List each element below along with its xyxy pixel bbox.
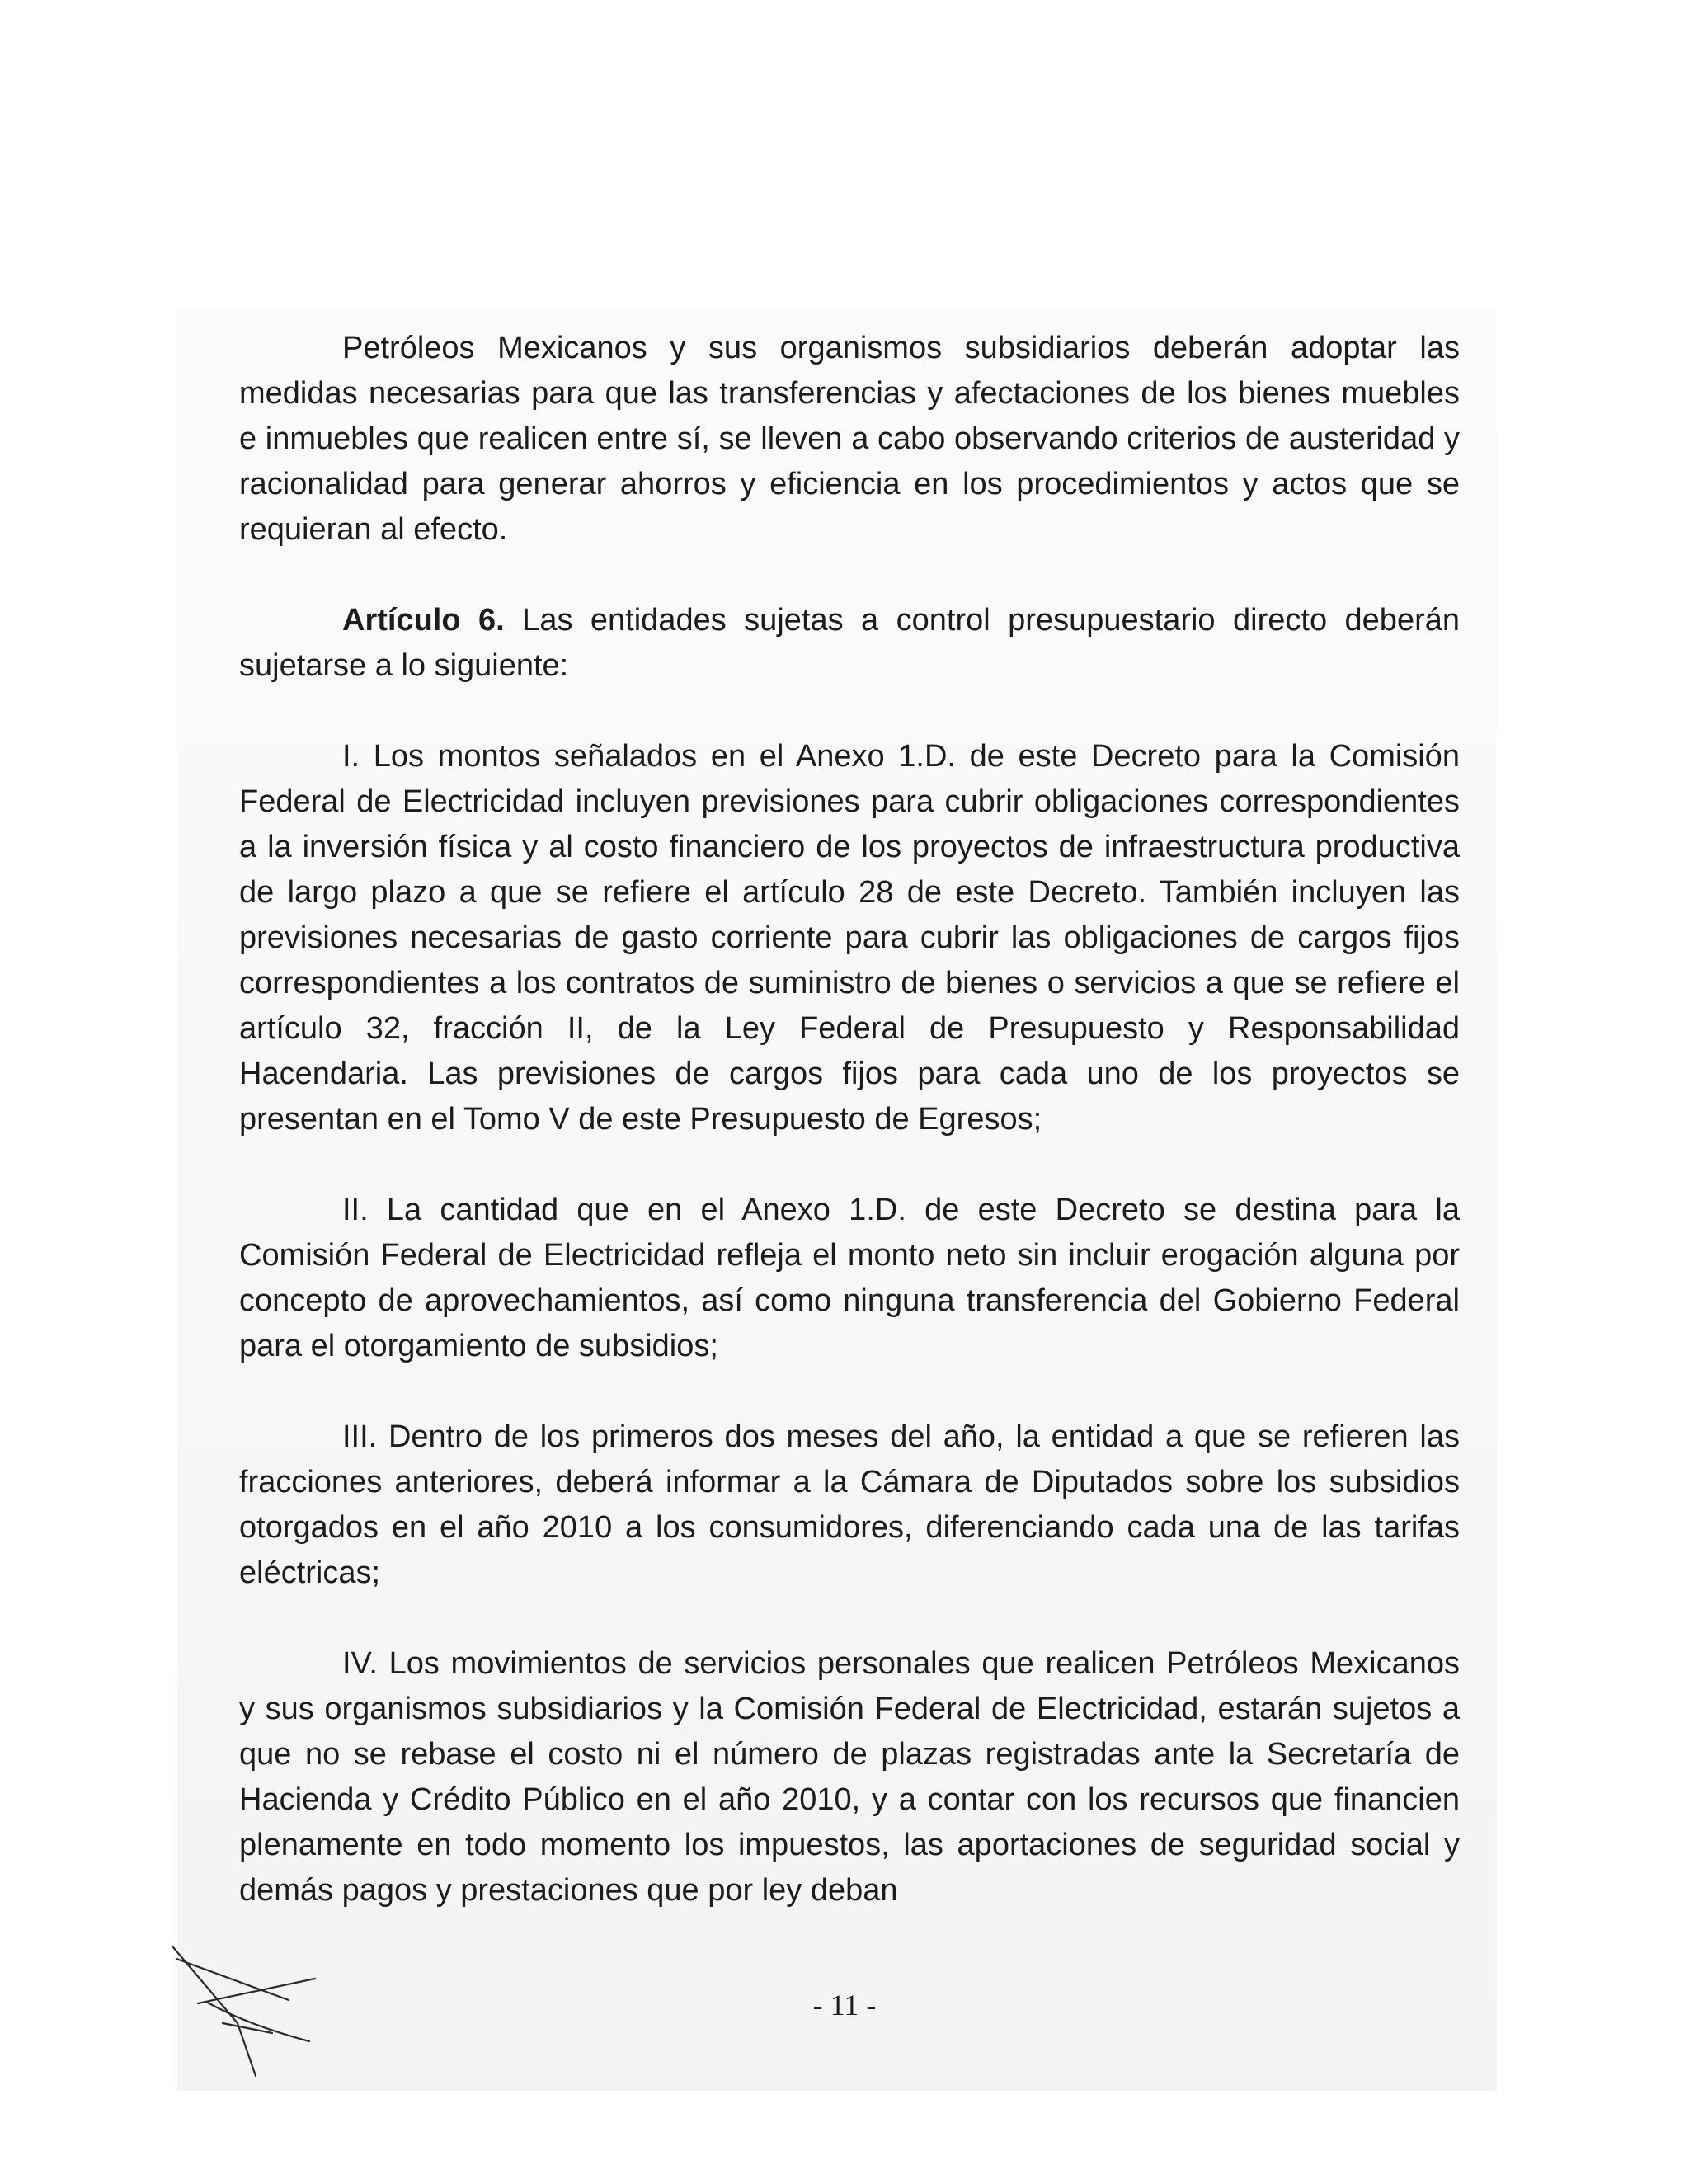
paragraph-fraccion-iv — [239, 1641, 1460, 1913]
article-heading: Artículo 6. — [342, 603, 505, 638]
document-body — [239, 326, 1460, 1913]
paragraph-text: II. La cantidad que en el Anexo 1.D. de este Decreto se destina para la Comisión Federal de Electricidad refleja el monto neto sin incluir erogación alguna por concepto de aprovechamientos, así como ninguna transferencia del Gobierno Federal para el otorgamiento de subsidios; — [239, 1193, 1460, 1363]
page-number: - 11 - — [812, 1989, 877, 2022]
paragraph-text: Las entidades sujetas a control presupuestario directo deberán sujetarse a lo siguiente: — [239, 603, 1460, 683]
paragraph-fraccion-ii — [239, 1188, 1460, 1369]
paragraph-fraccion-iii — [239, 1414, 1460, 1596]
paragraph-text: III. Dentro de los primeros dos meses del año, la entidad a que se refieren las fracciones anteriores, deberá informar a la Cámara de Diputados sobre los subsidios otorgados en el año 2010 a los consumidores, diferenciando cada una de las tarifas eléctricas; — [239, 1419, 1460, 1590]
paragraph-text: IV. Los movimientos de servicios personales que realicen Petróleos Mexicanos y sus organismos subsidiarios y la Comisión Federal de Electricidad, estarán sujetos a que no se rebase el costo ni el número de plazas registradas ante la Secretaría de Hacienda y Crédito Público en el año 2010, y a contar con los recursos que financien plenamente en todo momento los impuestos, las aportaciones de seguridad social y demás pagos y prestaciones que por ley deban — [239, 1646, 1460, 1908]
paragraph-pemex-transferencias — [239, 326, 1460, 553]
paragraph-fraccion-i — [239, 734, 1460, 1142]
paragraph-text: I. Los montos señalados en el Anexo 1.D. de este Decreto para la Comisión Federal de Electricidad incluyen previsiones para cubrir obligaciones correspondientes a la inversión física y al costo financiero de los proyectos de infraestructura productiva de largo plazo a que se refiere el artículo 28 de este Decreto. También incluyen las previsiones necesarias de gasto corriente para cubrir las obligaciones de cargos fijos correspondientes a los contratos de suministro de bienes o servicios a que se refiere el artículo 32, fracción II, de la Ley Federal de Presupuesto y Responsabilidad Hacendaria. Las previsiones de cargos fijos para cada uno de los proyectos se presentan en el Tomo V de este Presupuesto de Egresos; — [239, 739, 1460, 1137]
paragraph-text: Petróleos Mexicanos y sus organismos subsidiarios deberán adoptar las medidas necesarias para que las transferencias y afectaciones de los bienes muebles e inmuebles que realicen entre sí, se lleven a cabo observando criterios de austeridad y racionalidad para generar ahorros y eficiencia en los procedimientos y actos que se requieran al efecto. — [239, 331, 1460, 547]
paragraph-articulo-6 — [239, 598, 1460, 689]
